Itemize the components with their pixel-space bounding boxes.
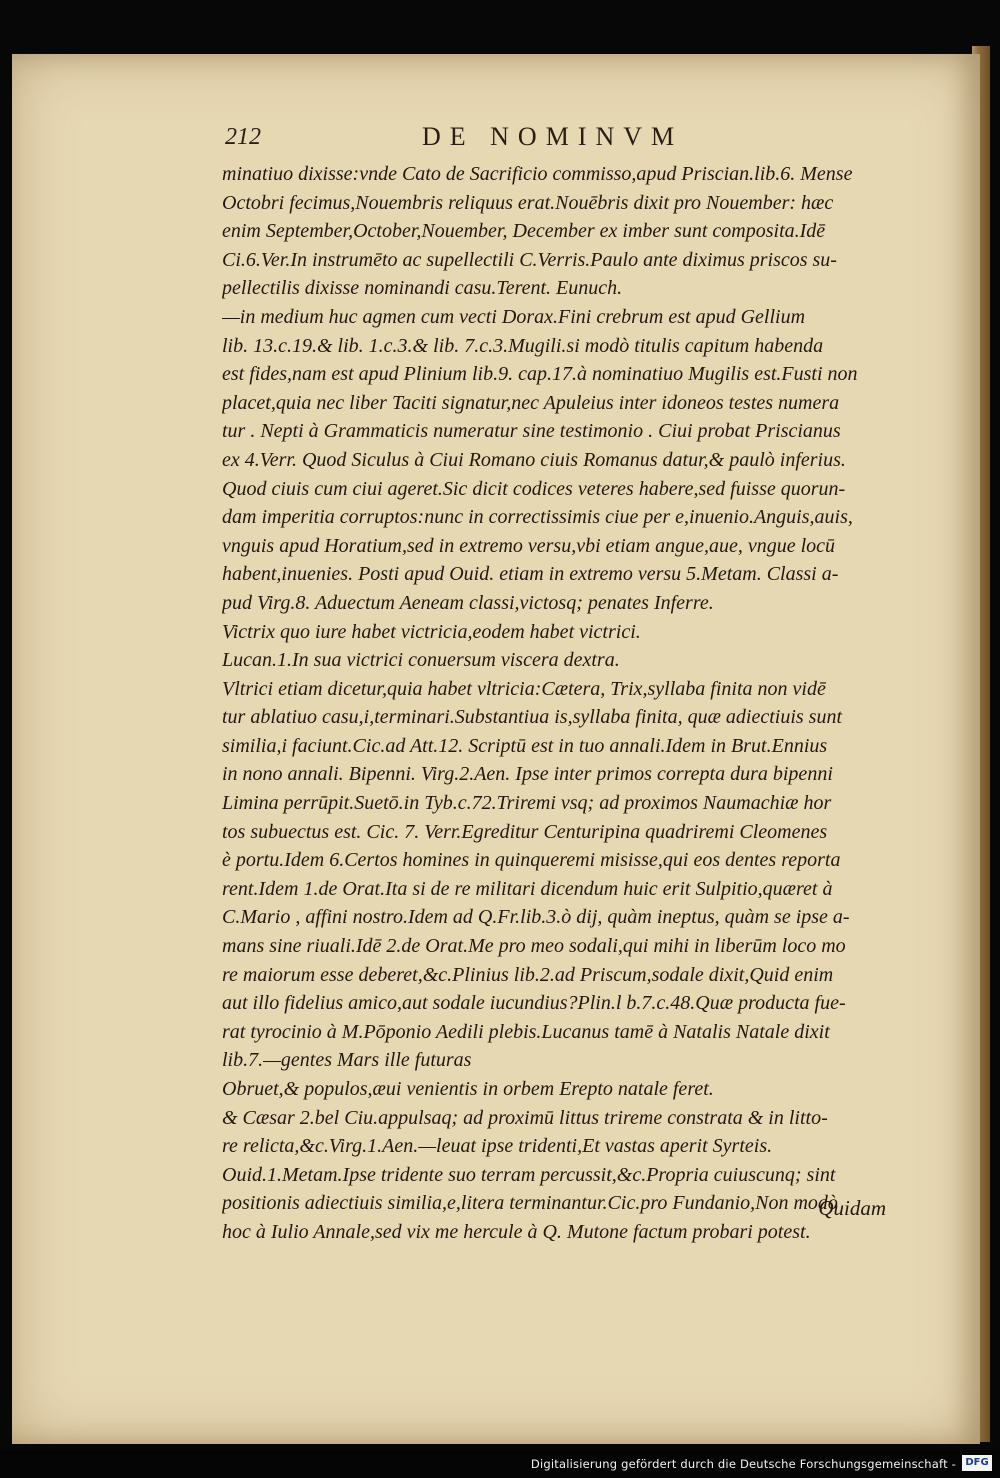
text-line: re relicta,&c.Virg.1.Aen.—leuat ipse tridenti,Et vastas aperit Syrteis. (222, 1135, 773, 1158)
text-line: lib. 13.c.19.& lib. 1.c.3.& lib. 7.c.3.Mugili.si modò titulis capitum habenda (222, 334, 824, 357)
running-head: DE NOMINVM (422, 122, 684, 151)
body-text (222, 160, 894, 1247)
text-line: dam imperitia corruptos:nunc in correctissimis ciue per e,inuenio.Anguis,auis, (222, 506, 853, 529)
text-line: hoc à Iulio Annale,sed vix me hercule à Q. Mutone factum probari potest. (222, 1220, 811, 1243)
text-line: ex 4.Verr. Quod Siculus à Ciui Romano ciuis Romanus datur,& paulò inferius. (222, 448, 846, 471)
text-line: —in medium huc agmen cum vecti Dorax.Fini crebrum est apud Gellium (222, 305, 806, 328)
text-line: Lucan.1.In sua victrici conuersum viscera dextra. (222, 649, 620, 672)
page-number: 212 (225, 124, 261, 150)
text-line: pud Virg.8. Aduectum Aeneam classi,victosq; penates Inferre. (222, 591, 714, 614)
text-line: Ci.6.Ver.In instrumēto ac supellectili C.Verris.Paulo ante diximus priscos su- (222, 248, 837, 271)
text-line: Limina perrūpit.Suetō.in Tyb.c.72.Triremi vsq; ad proximos Naumachiæ hor (222, 792, 832, 815)
text-line: in nono annali. Bipenni. Virg.2.Aen. Ipse inter primos correpta dura bipenni (222, 763, 833, 786)
text-line: similia,i faciunt.Cic.ad Att.12. Scriptū est in tuo annali.Idem in Brut.Ennius (222, 734, 828, 757)
text-line: minatiuo dixisse:vnde Cato de Sacrificio commisso,apud Priscian.lib.6. Mense (222, 163, 853, 185)
text-line: Victrix quo iure habet victricia,eodem habet victrici. (222, 620, 641, 643)
text-line: Ouid.1.Metam.Ipse tridente suo terram percussit,&c.Propria cuiuscunq; sint (222, 1163, 836, 1186)
text-line: tur ablatiuo casu,i,terminari.Substantiua is,syllaba finita, quæ adiectiuis sunt (222, 706, 843, 729)
text-line: mans sine riuali.Idē 2.de Orat.Me pro meo sodali,qui mihi in liberūm loco mo (222, 935, 846, 958)
text-line: est fides,nam est apud Plinium lib.9. cap.17.à nominatiuo Mugilis est.Fusti non (222, 363, 858, 386)
text-line: C.Mario , affini nostro.Idem ad Q.Fr.lib.3.ò dij, quàm ineptus, quàm se ipse a- (222, 906, 850, 929)
text-line: tos subuectus est. Cic. 7. Verr.Egreditur Centuripina quadriremi Cleomenes (222, 820, 828, 843)
text-line: lib.7.—gentes Mars ille futuras (222, 1049, 472, 1072)
text-line: è portu.Idem 6.Certos homines in quinqueremi misisse,qui eos dentes reporta (222, 849, 841, 872)
dfg-logo: DFG (962, 1455, 992, 1471)
text-line: rat tyrocinio à M.Pōponio Aedili plebis.Lucanus tamē à Natalis Natale dixit (222, 1020, 830, 1043)
text-line: placet,quia nec liber Taciti signatur,nec Apuleius inter idoneos testes numera (222, 391, 840, 414)
text-line: & Cæsar 2.bel Ciu.appulsaq; ad proximū littus trireme constrata & in litto- (222, 1106, 828, 1129)
text-line: vnguis apud Horatium,sed in extremo versu,vbi etiam angue,aue, vngue locū (222, 534, 836, 557)
text-line: enim September,October,Nouember, December ex imber sunt composita.Idē (222, 220, 826, 243)
text-line: habent,inuenies. Posti apud Ouid. etiam in extremo versu 5.Metam. Classi a- (222, 563, 839, 586)
text-line: rent.Idem 1.de Orat.Ita si de re militari dicendum huic erit Sulpitio,quæret à (222, 877, 833, 900)
footer-bar (0, 1450, 1000, 1478)
text-line: Quod ciuis cum ciui ageret.Sic dicit codices veteres habere,sed fuisse quorun- (222, 477, 846, 500)
footer-credit: Digitalisierung gefördert durch die Deutsche Forschungsgemeinschaft - (530, 1457, 956, 1471)
text-line: pellectilis dixisse nominandi casu.Terent. Eunuch. (222, 277, 623, 300)
text-line: re maiorum esse deberet,&c.Plinius lib.2.ad Priscum,sodale dixit,Quid enim (222, 963, 834, 986)
text-line: Octobri fecimus,Nouembris reliquus erat.Nouēbris dixit pro Nouember: hæc (222, 191, 834, 214)
text-line: aut illo fidelius amico,aut sodale iucundius?Plin.l b.7.c.48.Quæ producta fue- (222, 992, 846, 1015)
text-line: Obruet,& populos,æui venientis in orbem Erepto natale feret. (222, 1078, 714, 1100)
text-line: tur . Nepti à Grammaticis numeratur sine testimonio . Ciui probat Priscianus (222, 420, 841, 443)
catchword: Quidam (818, 1196, 886, 1220)
text-line: positionis adiectiuis similia,e,litera terminantur.Cic.pro Fundanio,Non modò (222, 1192, 838, 1215)
text-line: Vltrici etiam dicetur,quia habet vltricia:Cætera, Trix,syllaba finita non vidē (222, 677, 826, 700)
